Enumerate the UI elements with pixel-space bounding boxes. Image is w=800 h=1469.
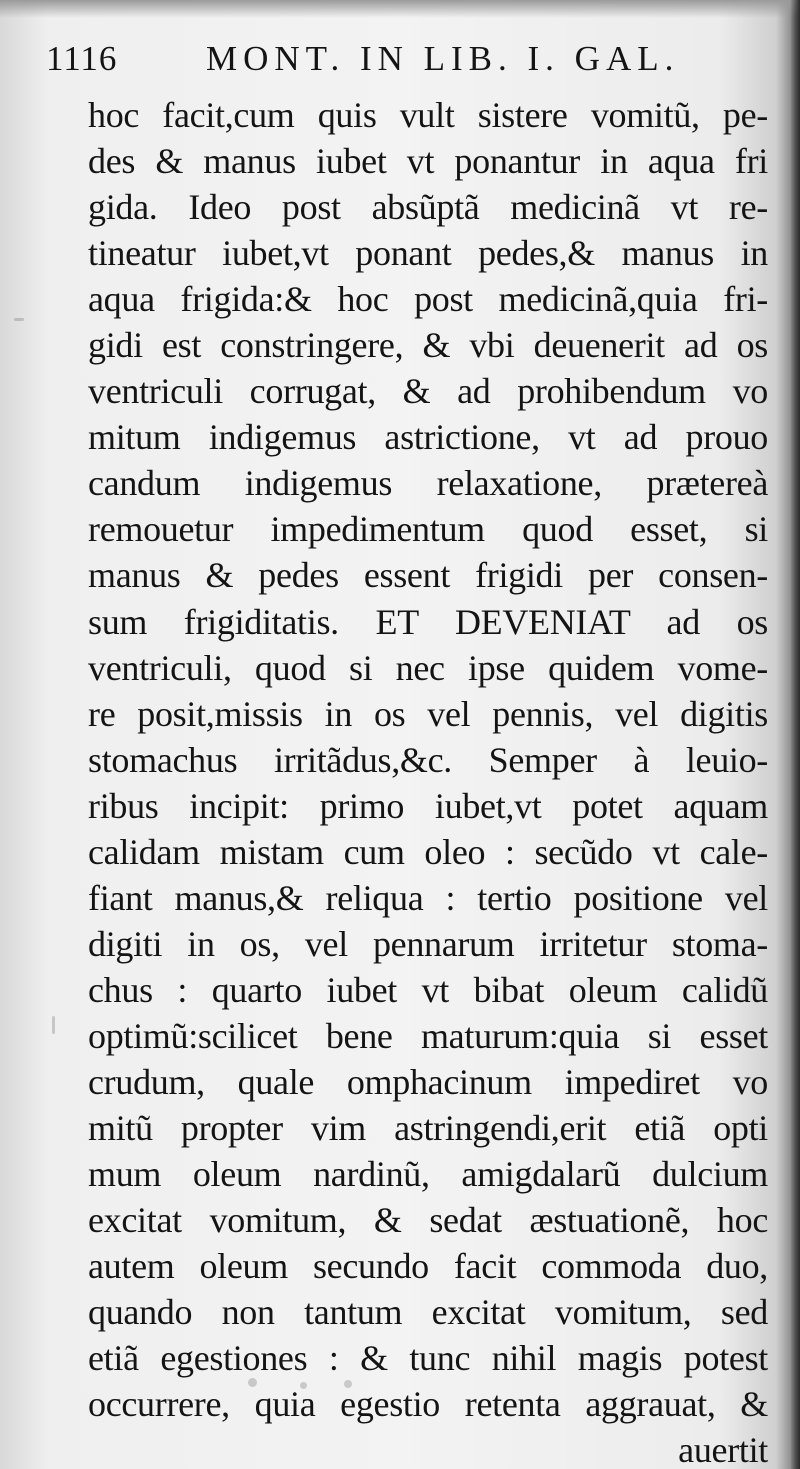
text-line: stomachus irritãdus,&c. Semper à leuio- <box>88 739 768 780</box>
text-line: etiã egestiones : & tunc nihil magis potest <box>88 1338 768 1379</box>
text-line: ventriculi, quod si nec ipse quidem vome- <box>88 647 768 688</box>
text-line: ventriculi corrugat, & ad prohibendum vo <box>88 371 768 412</box>
paper-spot <box>344 1380 352 1388</box>
text-line: occurrere, quia egestio retenta aggrauat, & <box>88 1384 768 1425</box>
text-line: manus & pedes essent frigidi per consen- <box>88 555 768 596</box>
text-line: mitũ propter vim astringendi,erit etiã opti <box>88 1108 768 1149</box>
running-head <box>46 34 680 84</box>
page-top-shadow <box>0 0 800 18</box>
paper-spot <box>52 1016 55 1034</box>
text-line: re posit,missis in os vel pennis, vel digitis <box>88 693 768 734</box>
text-line: des & manus iubet vt ponantur in aqua fri <box>88 141 768 182</box>
text-line: candum indigemus relaxatione, prætereà <box>88 463 768 504</box>
page-right-edge <box>790 0 800 1469</box>
paper-spot <box>300 1382 307 1389</box>
text-line: hoc facit,cum quis vult sistere vomitũ, pe- <box>88 95 768 135</box>
text-line: excitat vomitum, & sedat æstuationẽ, hoc <box>88 1200 768 1241</box>
text-line: fiant manus,& reliqua : tertio positione vel <box>88 877 768 918</box>
text-line: crudum, quale omphacinum impediret vo <box>88 1061 768 1102</box>
text-line: ribus incipit: primo iubet,vt potet aquam <box>88 785 768 826</box>
text-line: remouetur impedimentum quod esset, si <box>88 509 768 550</box>
paper-spot <box>14 318 24 321</box>
catchword: auertit <box>678 1430 768 1469</box>
text-line: quando non tantum excitat vomitum, sed <box>88 1292 768 1333</box>
text-line: mitum indigemus astrictione, vt ad prouo <box>88 417 768 458</box>
text-line: digiti in os, vel pennarum irritetur stoma- <box>88 923 768 964</box>
text-body <box>88 92 768 1469</box>
text-line: gidi est constringere, & vbi deuenerit ad os <box>88 325 768 366</box>
text-line: autem oleum secundo facit commoda duo, <box>88 1246 768 1287</box>
page-number: 1116 <box>46 39 118 78</box>
running-title: MONT. IN LIB. I. GAL. <box>206 39 680 78</box>
text-line: tineatur iubet,vt ponant pedes,& manus in <box>88 233 768 274</box>
text-line: chus : quarto iubet vt bibat oleum calidũ <box>88 969 768 1010</box>
text-line: mum oleum nardinũ, amigdalarũ dulcium <box>88 1154 768 1195</box>
text-line: calidam mistam cum oleo : secũdo vt cale- <box>88 831 768 872</box>
text-line: sum frigiditatis. ET DEVENIAT ad os <box>88 601 768 642</box>
text-line: aqua frigida:& hoc post medicinã,quia fri- <box>88 279 768 320</box>
text-line: gida. Ideo post absũptã medicinã vt re- <box>88 187 768 228</box>
paper-spot <box>248 1378 257 1387</box>
text-line: optimũ:scilicet bene maturum:quia si esset <box>88 1015 768 1056</box>
